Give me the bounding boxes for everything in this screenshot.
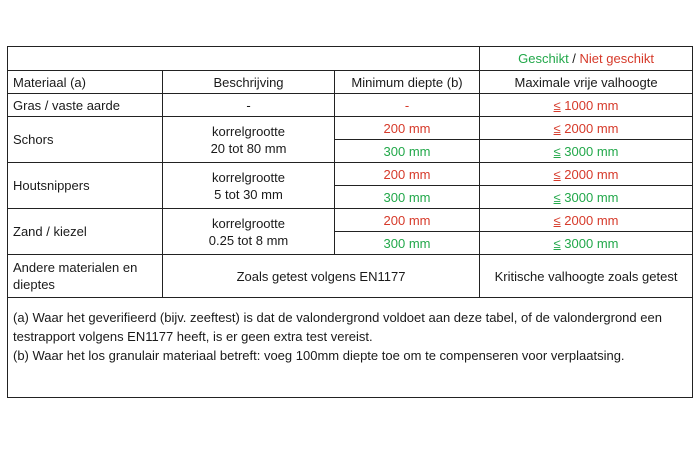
material-line: Andere materialen en xyxy=(13,260,138,275)
safety-surfacing-document xyxy=(7,46,692,398)
depth-cell: 200 mm xyxy=(335,209,480,232)
footnote-b: (b) Waar het los granulair materiaal betreft: voeg 100mm diepte toe om te compenseren voor verplaatsing. xyxy=(13,348,625,363)
table-row-other xyxy=(8,255,693,298)
description-line: korrelgrootte xyxy=(212,169,285,185)
description-cell xyxy=(163,117,335,163)
height-value: 2000 mm xyxy=(560,212,619,228)
less-equal-sign: ≤ xyxy=(553,97,561,113)
table-row-woodchips-1 xyxy=(8,163,693,186)
header-max-fall-height: Maximale vrije valhoogte xyxy=(480,71,693,94)
depth-cell: 200 mm xyxy=(335,117,480,140)
footnote-a: (a) Waar het geverifieerd (bijv. zeeftest) is dat de valondergrond voldoet aan deze tabel, of de valondergrond een testrapport volgens EN1177 heeft, is er geen extra test vereist. xyxy=(13,310,662,344)
material-cell: Houtsnippers xyxy=(8,163,163,209)
less-equal-sign: ≤ xyxy=(553,189,561,205)
notes-cell xyxy=(8,298,693,398)
description-line: korrelgrootte xyxy=(212,215,285,231)
height-cell: Kritische valhoogte zoals getest xyxy=(480,255,693,298)
description-cell: - xyxy=(163,94,335,117)
description-line: 5 tot 30 mm xyxy=(214,186,283,202)
header-material: Materiaal (a) xyxy=(8,71,163,94)
less-equal-sign: ≤ xyxy=(553,120,561,136)
height-cell xyxy=(480,209,693,232)
material-cell: Schors xyxy=(8,117,163,163)
legend-cell xyxy=(480,47,693,71)
height-value: 3000 mm xyxy=(560,189,619,205)
description-line: 0.25 tot 8 mm xyxy=(208,232,289,248)
table-row-grass xyxy=(8,94,693,117)
header-description: Beschrijving xyxy=(163,71,335,94)
height-value: 3000 mm xyxy=(560,143,619,159)
legend-separator: / xyxy=(568,51,580,66)
legend-not-suitable: Niet geschikt xyxy=(579,51,654,66)
legend-suitable: Geschikt xyxy=(518,51,569,66)
depth-cell: 300 mm xyxy=(335,232,480,255)
notes-row xyxy=(8,298,693,398)
material-cell: Gras / vaste aarde xyxy=(8,94,163,117)
header-min-depth: Minimum diepte (b) xyxy=(335,71,480,94)
material-line: dieptes xyxy=(13,277,55,292)
legend-empty-cell xyxy=(8,47,480,71)
less-equal-sign: ≤ xyxy=(553,166,561,182)
surfacing-table xyxy=(7,46,693,398)
height-value: 3000 mm xyxy=(560,235,619,251)
material-cell xyxy=(8,255,163,298)
less-equal-sign: ≤ xyxy=(553,212,561,228)
height-cell xyxy=(480,94,693,117)
height-cell xyxy=(480,140,693,163)
table-row-bark-1 xyxy=(8,117,693,140)
depth-cell: - xyxy=(335,94,480,117)
depth-cell: 300 mm xyxy=(335,186,480,209)
description-cell: Zoals getest volgens EN1177 xyxy=(163,255,480,298)
depth-cell: 200 mm xyxy=(335,163,480,186)
less-equal-sign: ≤ xyxy=(553,235,561,251)
legend-row xyxy=(8,47,693,71)
description-cell xyxy=(163,209,335,255)
height-value: 1000 mm xyxy=(560,97,619,113)
less-equal-sign: ≤ xyxy=(553,143,561,159)
height-cell xyxy=(480,232,693,255)
height-value: 2000 mm xyxy=(560,120,619,136)
description-cell xyxy=(163,163,335,209)
height-cell xyxy=(480,163,693,186)
description-line: 20 tot 80 mm xyxy=(210,140,287,156)
header-row xyxy=(8,71,693,94)
height-cell xyxy=(480,186,693,209)
description-line: korrelgrootte xyxy=(212,123,285,139)
material-cell: Zand / kiezel xyxy=(8,209,163,255)
height-value: 2000 mm xyxy=(560,166,619,182)
table-row-sand-1 xyxy=(8,209,693,232)
depth-cell: 300 mm xyxy=(335,140,480,163)
height-cell xyxy=(480,117,693,140)
